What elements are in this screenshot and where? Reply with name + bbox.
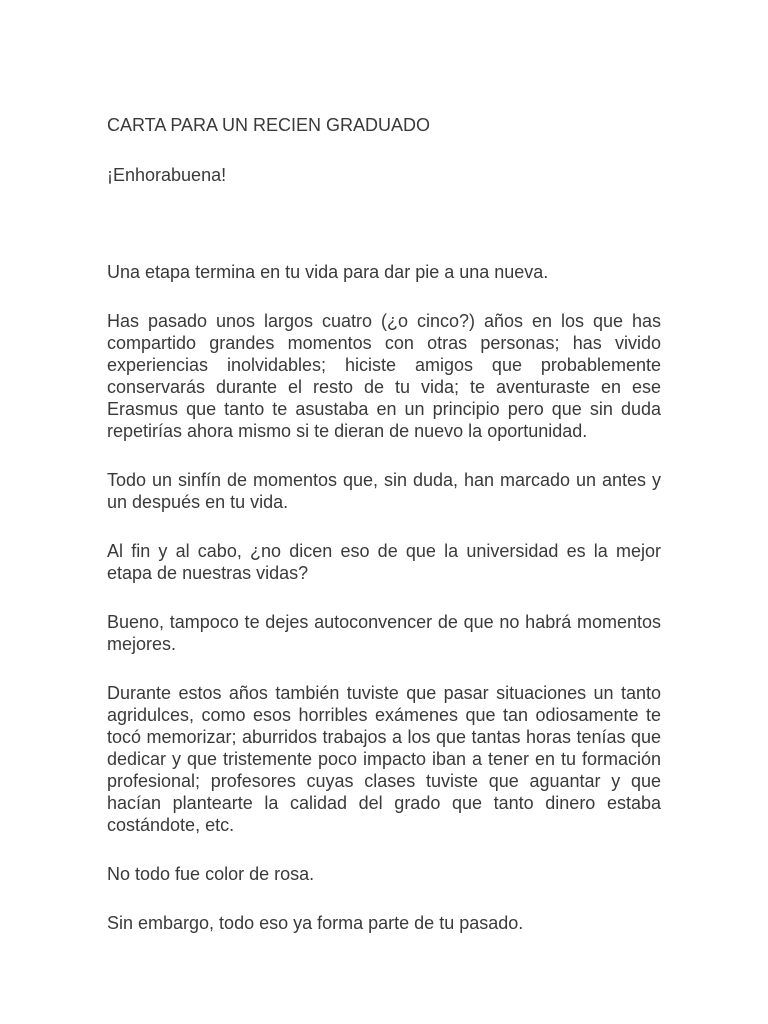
paragraph: No todo fue color de rosa. [107,864,315,884]
paragraph: Has pasado unos largos cuatro (¿o cinco?) años en los que has compartido grandes momentos con otras personas; has vivido experiencias inolvidables; hiciste amigos que probablemente conservarás durante el resto de tu vida; te aventuraste en ese Erasmus que tanto te asustaba en un principio pero que sin duda repetirías ahora mismo si te dieran de nuevo la oportunidad. [107,311,661,441]
paragraph: Una etapa termina en tu vida para dar pie a una nueva. [107,262,549,282]
paragraph: Durante estos años también tuviste que pasar situaciones un tanto agridulces, como esos horribles exámenes que tan odiosamente te tocó memorizar; aburridos trabajos a los que tantas horas tenías que dedicar y que tristemente poco impacto iban a tener en tu formación profesional; profesores cuyas clases tuviste que aguantar y que hacían plantearte la calidad del grado que tanto dinero estaba costándote, etc. [107,683,661,835]
paragraph: Todo un sinfín de momentos que, sin duda, han marcado un antes y un después en tu vida. [107,470,661,512]
paragraph: Al fin y al cabo, ¿no dicen eso de que la universidad es la mejor etapa de nuestras vidas? [107,541,661,583]
document-title: CARTA PARA UN RECIEN GRADUADO [107,115,431,135]
paragraph: Sin embargo, todo eso ya forma parte de tu pasado. [107,913,524,933]
letter-body [107,261,661,961]
paragraph: Bueno, tampoco te dejes autoconvencer de que no habrá momentos mejores. [107,612,661,654]
greeting-line: ¡Enhorabuena! [107,165,227,185]
